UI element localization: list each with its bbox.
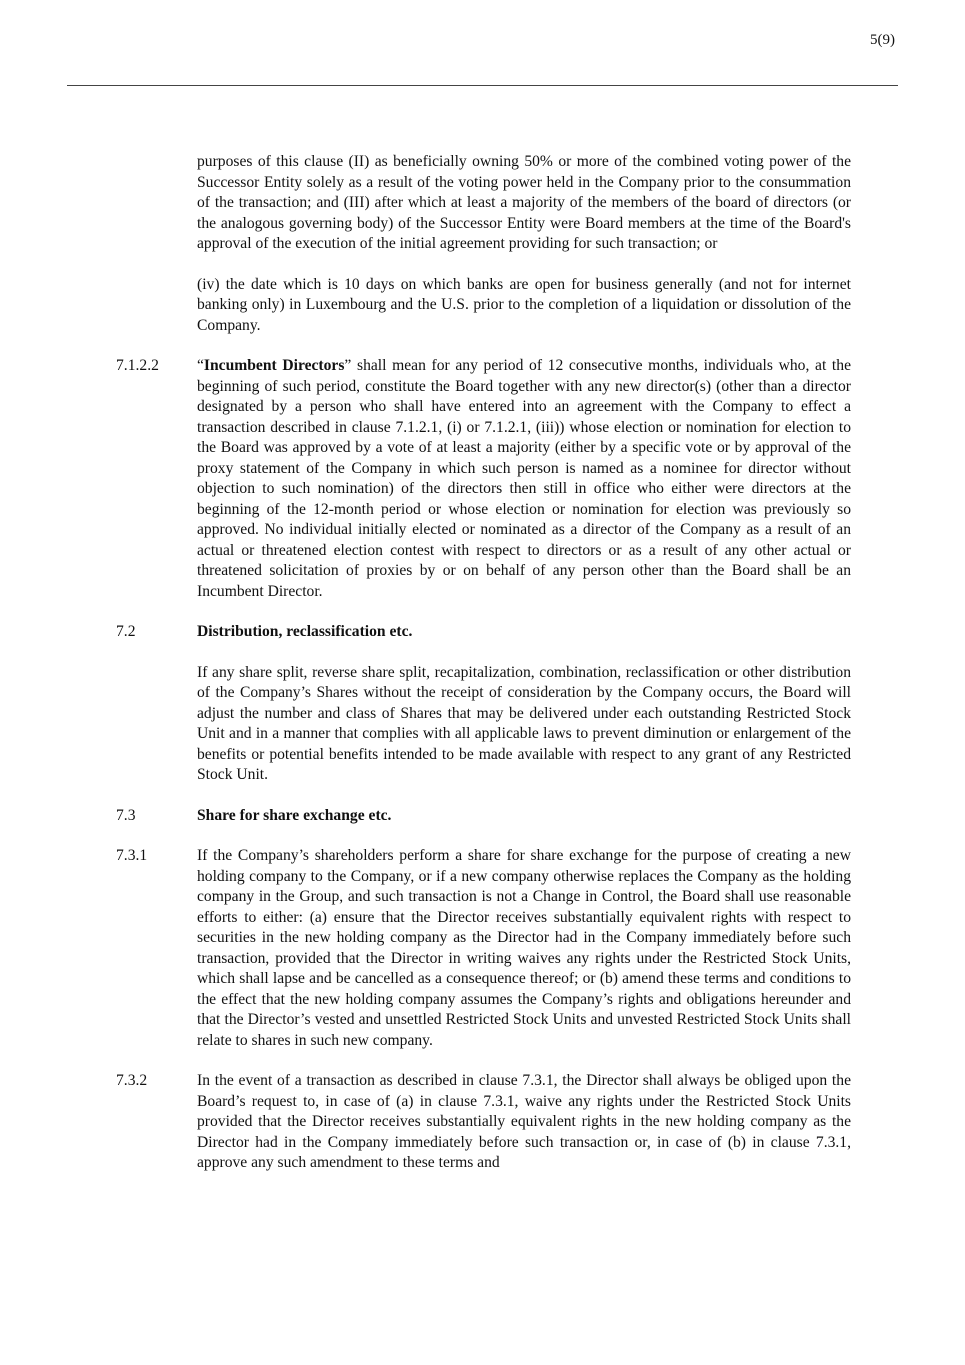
clause-7-3-1 <box>116 846 851 1051</box>
clause-7-3-2 <box>116 1071 851 1174</box>
clause-text: In the event of a transaction as described in clause 7.3.1, the Director shall always be obliged upon the Board’s request to, in case of (a) in clause 7.3.1, waive any rights under the Restricted Stock Units provided that the Director receives substantially equivalent rights in the new holding company as the Director had in the Company immediately before such transaction or, in case of (b) in clause 7.3.1, approve any such amendment to these terms and <box>197 1072 851 1171</box>
section-7-2-text: If any share split, reverse share split, recapitalization, combination, reclassification or other distribution of the Company’s Shares without the receipt of consideration by the Company occurs, the Board will adjust the number and class of Shares that may be delivered under each outstanding Restricted Stock Unit and in a manner that complies with all applicable laws to prevent diminution or enlargement of the benefits or potential benefits intended to be made available with respect to any grant of any Restricted Stock Unit. <box>197 663 851 783</box>
clause-text <box>197 356 851 602</box>
clause-number: 7.1.2.2 <box>116 357 159 374</box>
definition-text: ” shall mean for any period of 12 consecutive months, individuals who, at the beginning of such period, constitute the Board together with any new director(s) (other than a director designated by a person who shall have entered into an agreement with the Company to effect a transaction described in clause 7.1.2.1, (i) or 7.1.2.1, (iii)) whose election or nomination for election to the Board was approved by a vote of at least a majority (either by a specific vote or by approval of the proxy statement of the Company in which such person is named as a nominee for director without objection to such nomination) of the directors then still in office who either were directors at the beginning of the 12-month period or whose election or nomination for election was previously so approved. No individual initially elected or nominated as a director of the Company as a result of an actual or threatened election contest with respect to directors or as a result of any other actual or threatened solicitation of proxies by or on behalf of any person other than the Board shall be an Incumbent Director. <box>197 357 851 600</box>
section-heading: Share for share exchange etc. <box>197 806 392 824</box>
section-7-2-heading <box>116 622 851 643</box>
quote-open: “ <box>197 357 204 374</box>
document-body <box>116 152 851 1194</box>
section-number: 7.3 <box>116 806 136 824</box>
paragraph-clause-iv: (iv) the date which is 10 days on which banks are open for business generally (and not for internet banking only) in Luxembourg and the U.S. prior to the completion of a liquidation or dissolution of the Company. <box>197 275 851 334</box>
defined-term: Incumbent Directors <box>203 357 345 374</box>
section-number: 7.2 <box>116 623 136 640</box>
header-divider <box>67 85 898 86</box>
clause-number: 7.3.1 <box>116 847 148 864</box>
paragraph-intro-continuation: purposes of this clause (II) as beneficially owning 50% or more of the combined voting power of the Successor Entity solely as a result of the voting power held in the Company prior to the consummation of the transaction; and (III) after which at least a majority of the members of the board of directors (or the analogous governing body) of the Successor Entity were Board members at the time of the Board's approval of the execution of the initial agreement providing for such transaction; or <box>197 153 851 252</box>
clause-7-1-2-2 <box>116 356 851 602</box>
page-number: 5(9) <box>870 32 895 48</box>
clause-text: If the Company’s shareholders perform a share for share exchange for the purpose of creating a new holding company to the Company, or if a new company otherwise replaces the Company as the holding company in the Group, and such transaction is not a Change in Control, the Board shall use reasonable efforts to either: (a) ensure that the Director receives substantially equivalent rights with respect to securities in the new holding company as the Director had in the Company immediately before such transaction, provided that the Director in writing waives any rights under the Restricted Stock Units, which shall lapse and be cancelled as a consequence thereof; or (b) amend these terms and conditions to the effect that the new holding company assumes the Company’s rights and obligations hereunder and that the Director’s vested and unsettled Restricted Stock Units and unvested Restricted Stock Units shall relate to shares in such new company. <box>197 847 851 1049</box>
section-heading: Distribution, reclassification etc. <box>197 623 413 640</box>
section-7-3-heading <box>116 806 851 827</box>
clause-number: 7.3.2 <box>116 1072 148 1089</box>
